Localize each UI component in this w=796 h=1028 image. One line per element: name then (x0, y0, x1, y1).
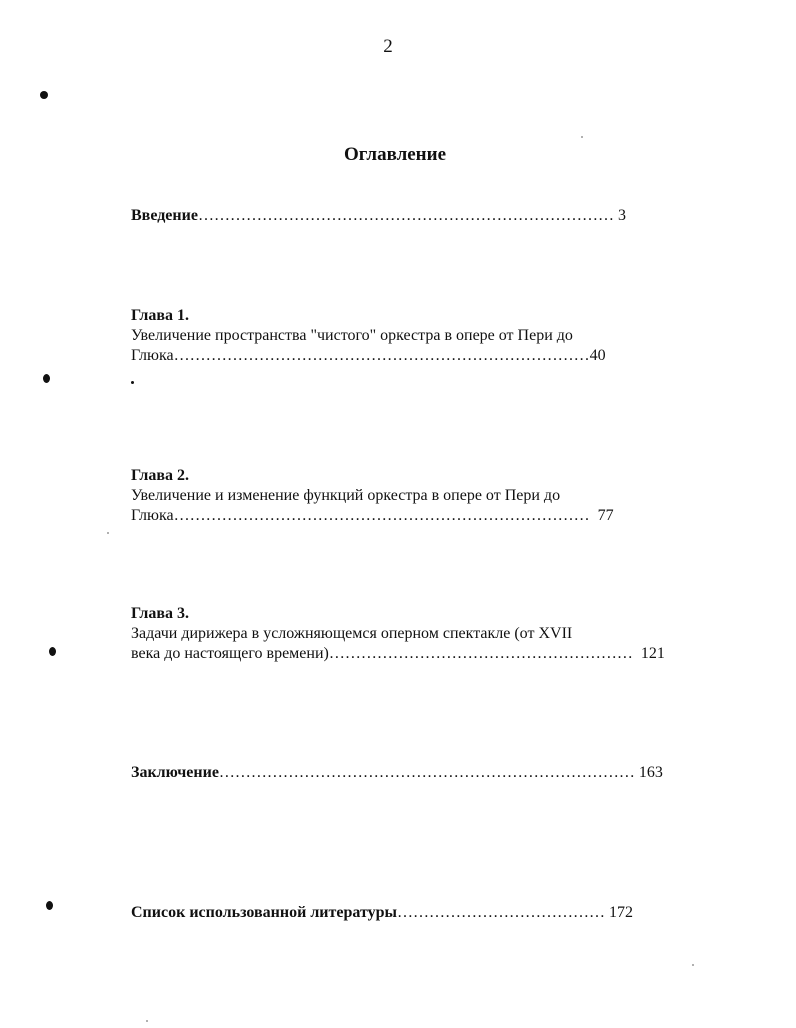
toc-page-number: 172 (609, 904, 633, 921)
toc-page-number: 77 (597, 507, 614, 524)
toc-entry-chapter-3[interactable] (131, 604, 665, 664)
dot-leader: …………………………………………………………………… (197, 207, 614, 224)
toc-entry-title: Заключение (131, 764, 219, 781)
scan-mark (40, 91, 48, 99)
toc-line (131, 506, 614, 526)
toc-entry-introduction[interactable] (131, 206, 626, 226)
toc-line (131, 206, 626, 226)
toc-entry-bibliography[interactable] (131, 903, 633, 923)
scan-speck (146, 1020, 148, 1022)
toc-entry-chapter-1[interactable] (131, 306, 606, 366)
toc-line (131, 903, 633, 923)
chapter-title-line: Увеличение и изменение функций оркестра в опере от Пери до (131, 487, 561, 504)
page-number: 2 (383, 36, 393, 57)
toc-page-number: 163 (638, 764, 663, 781)
dot-leader: …………………………………………………………………… (218, 764, 635, 781)
dot-leader: …………………………………………………………………… (173, 507, 590, 524)
scan-mark (131, 381, 134, 384)
chapter-label: Глава 2. (131, 467, 189, 484)
chapter-title-line: Задачи дирижера в усложняющемся оперном спектакле (от XVII (131, 625, 573, 642)
toc-entry-chapter-2[interactable] (131, 466, 614, 526)
dot-leader: …………………………………………………………………… (173, 347, 590, 364)
scan-mark (49, 647, 56, 656)
scan-speck (692, 964, 694, 966)
toc-entry-title: Список использованной литературы (131, 904, 397, 921)
toc-entry-conclusion[interactable] (131, 763, 663, 783)
chapter-title-continuation: Глюка (131, 347, 174, 364)
scan-mark (46, 901, 53, 910)
chapter-title-continuation: века до настоящего времени) (131, 645, 329, 662)
toc-page-number: 3 (617, 207, 626, 224)
toc-entry-title: Введение (131, 207, 198, 224)
toc-page-number: 40 (589, 347, 606, 364)
chapter-label: Глава 1. (131, 307, 189, 324)
scan-speck (581, 136, 583, 138)
chapter-title-line: Увеличение пространства "чистого" оркестра в опере от Пери до (131, 327, 573, 344)
chapter-label: Глава 3. (131, 605, 189, 622)
chapter-title-continuation: Глюка (131, 507, 174, 524)
toc-line (131, 346, 606, 366)
scan-speck (107, 532, 109, 534)
toc-line (131, 644, 665, 664)
dot-leader: ………………………………… (397, 904, 605, 921)
scan-mark (43, 374, 50, 383)
dot-leader: ………………………………………………… (328, 645, 633, 662)
page-title: Оглавление (343, 144, 447, 165)
toc-page-number: 121 (640, 645, 665, 662)
toc-line (131, 763, 663, 783)
